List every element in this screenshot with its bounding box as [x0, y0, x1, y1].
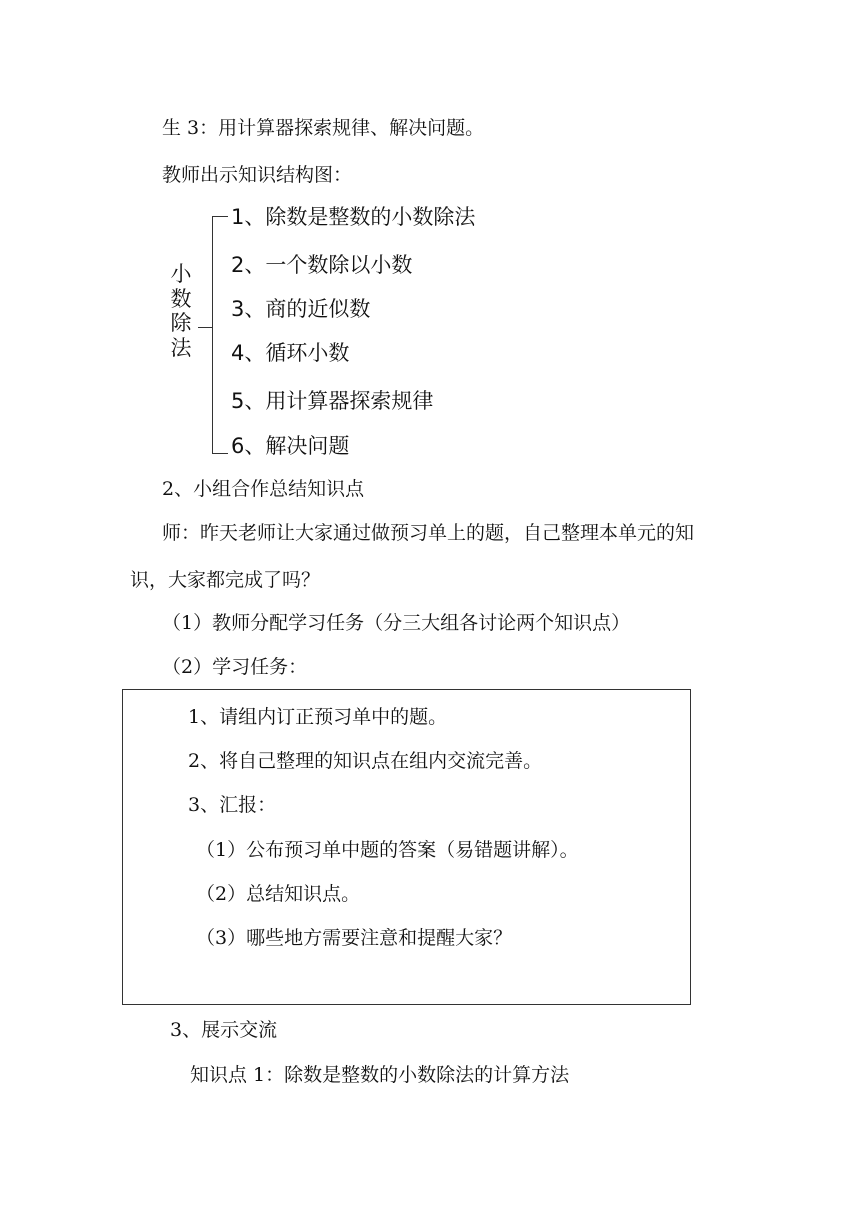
task-subitem: （2）总结知识点。 — [196, 883, 361, 905]
diagram-root-char: 法 — [170, 335, 192, 360]
task-item: 1、请组内订正预习单中的题。 — [188, 706, 448, 728]
bracket-top-tick — [212, 216, 228, 217]
text-line: （2）学习任务： — [162, 656, 308, 678]
task-item: 2、将自己整理的知识点在组内交流完善。 — [188, 750, 543, 772]
diagram-root-char: 数 — [170, 286, 192, 311]
text-line: 生 3：用计算器探索规律、解决问题。 — [162, 117, 485, 139]
text-line: 识，大家都完成了吗？ — [130, 569, 321, 591]
section-heading: 3、展示交流 — [170, 1019, 278, 1041]
bracket-bottom-tick — [212, 453, 228, 454]
diagram-item: 1、除数是整数的小数除法 — [231, 205, 476, 229]
text-line: 知识点 1：除数是整数的小数除法的计算方法 — [190, 1064, 570, 1086]
text-line: 教师出示知识结构图： — [162, 164, 353, 186]
task-subitem: （3）哪些地方需要注意和提醒大家？ — [196, 927, 513, 949]
diagram-item: 3、商的近似数 — [231, 297, 371, 321]
text-line: （1）教师分配学习任务（分三大组各讨论两个知识点） — [162, 612, 631, 634]
task-item: 3、汇报： — [188, 794, 277, 816]
section-heading: 2、小组合作总结知识点 — [162, 478, 365, 500]
diagram-item: 6、解决问题 — [231, 434, 350, 458]
diagram-root-label — [168, 262, 194, 360]
bracket-connector — [198, 327, 213, 328]
text-line: 师：昨天老师让大家通过做预习单上的题，自己整理本单元的知 — [162, 522, 695, 544]
diagram-item: 2、一个数除以小数 — [231, 253, 413, 277]
diagram-root-char: 小 — [170, 262, 192, 286]
task-subitem: （1）公布预习单中题的答案（易错题讲解）。 — [196, 839, 579, 861]
diagram-item: 5、用计算器探索规律 — [231, 389, 434, 413]
bracket-line — [212, 216, 213, 454]
diagram-item: 4、循环小数 — [231, 341, 350, 365]
diagram-root-char: 除 — [170, 311, 192, 335]
